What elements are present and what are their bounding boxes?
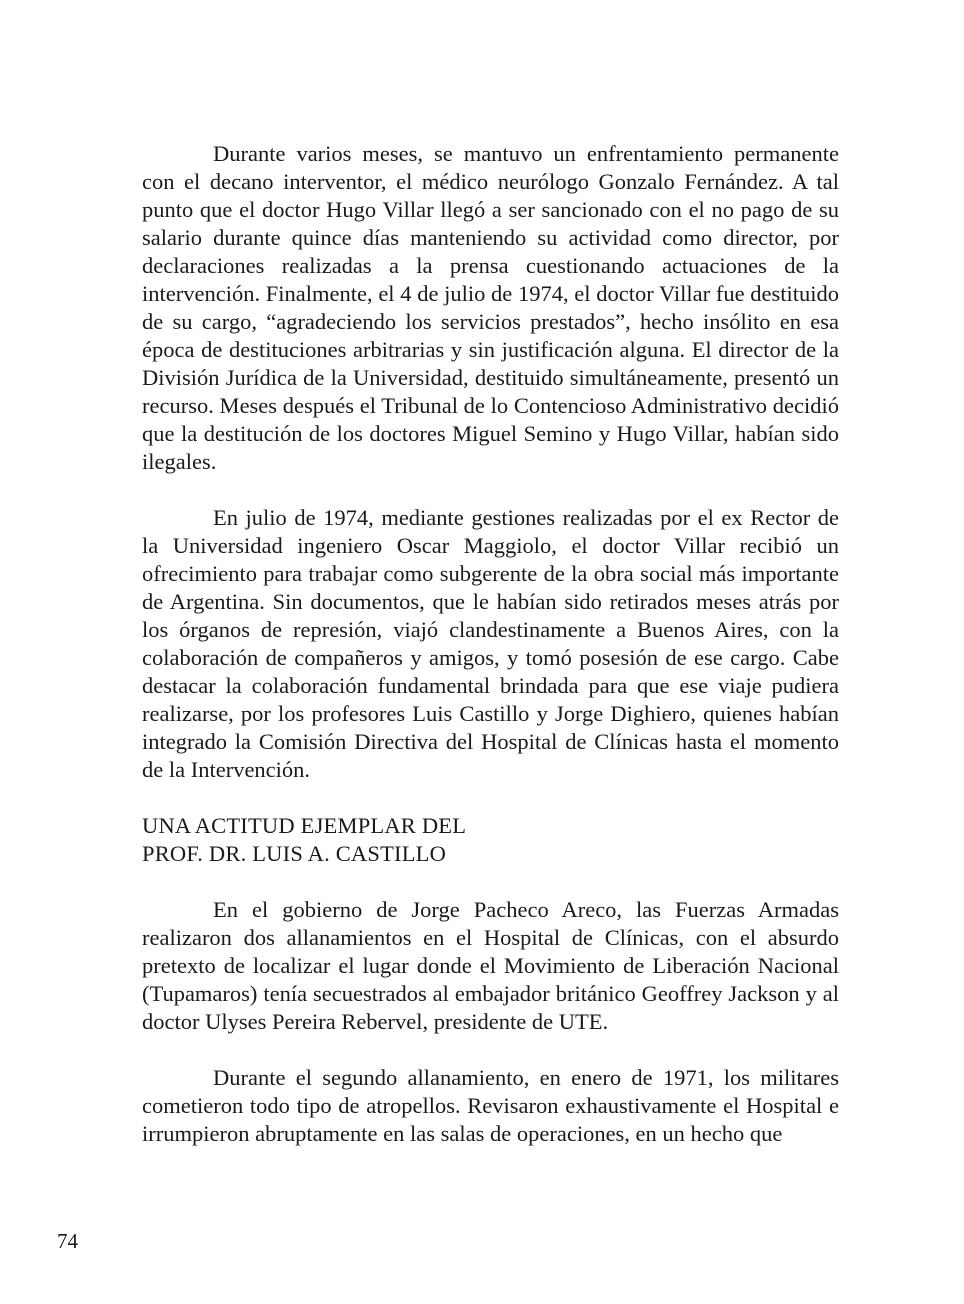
paragraph-segundo-allanamiento: Durante el segundo allanamiento, en enero de 1971, los militares cometieron todo tipo de atropellos. Revisaron exhaustivamente el Hospital e irrumpieron abruptamente en las salas de operaciones, en un hecho que: [142, 1065, 839, 1146]
paragraph-villar-argentina: En julio de 1974, mediante gestiones realizadas por el ex Rector de la Universidad ingeniero Oscar Maggiolo, el doctor Villar recibió un ofrecimiento para trabajar como subgerente de la obra social más importante de Argentina. Sin documentos, que le habían sido retirados meses atrás por los órganos de represión, viajó clandestinamente a Buenos Aires, con la colaboración de compañeros y amigos, y tomó posesión de ese cargo. Cabe destacar la colaboración fundamental brindada para que ese viaje pudiera realizarse, por los profesores Luis Castillo y Jorge Dighiero, quienes habían integrado la Comisión Directiva del Hospital de Clínicas hasta el momento de la Intervención.: [142, 505, 839, 782]
section-heading-line-2: PROF. DR. LUIS A. CASTILLO: [142, 841, 447, 866]
section-heading: [142, 812, 839, 868]
paragraph-allanamientos: En el gobierno de Jorge Pacheco Areco, las Fuerzas Armadas realizaron dos allanamientos en el Hospital de Clínicas, con el absurdo pretexto de localizar el lugar donde el Movimiento de Liberación Nacional (Tupamaros) tenía secuestrados al embajador británico Geoffrey Jackson y al doctor Ulyses Pereira Rebervel, presidente de UTE.: [142, 897, 839, 1034]
page-number: 74: [57, 1229, 78, 1253]
text-column: [142, 140, 839, 1176]
paragraph-villar-sanction: Durante varios meses, se mantuvo un enfrentamiento permanente con el decano interventor, el médico neurólogo Gonzalo Fernández. A tal punto que el doctor Hugo Villar llegó a ser sancionado con el no pago de su salario durante quince días manteniendo su actividad como director, por declaraciones realizadas a la prensa cuestionando actuaciones de la intervención. Finalmente, el 4 de julio de 1974, el doctor Villar fue destituido de su cargo, “agradeciendo los servicios prestados”, hecho insólito en esa época de destituciones arbitrarias y sin justificación alguna. El director de la División Jurídica de la Universidad, destituido simultáneamente, presentó un recurso. Meses después el Tribunal de lo Contencioso Administrativo decidió que la destitución de los doctores Miguel Semino y Hugo Villar, habían sido ilegales.: [142, 141, 839, 474]
section-heading-line-1: UNA ACTITUD EJEMPLAR DEL: [142, 813, 467, 838]
